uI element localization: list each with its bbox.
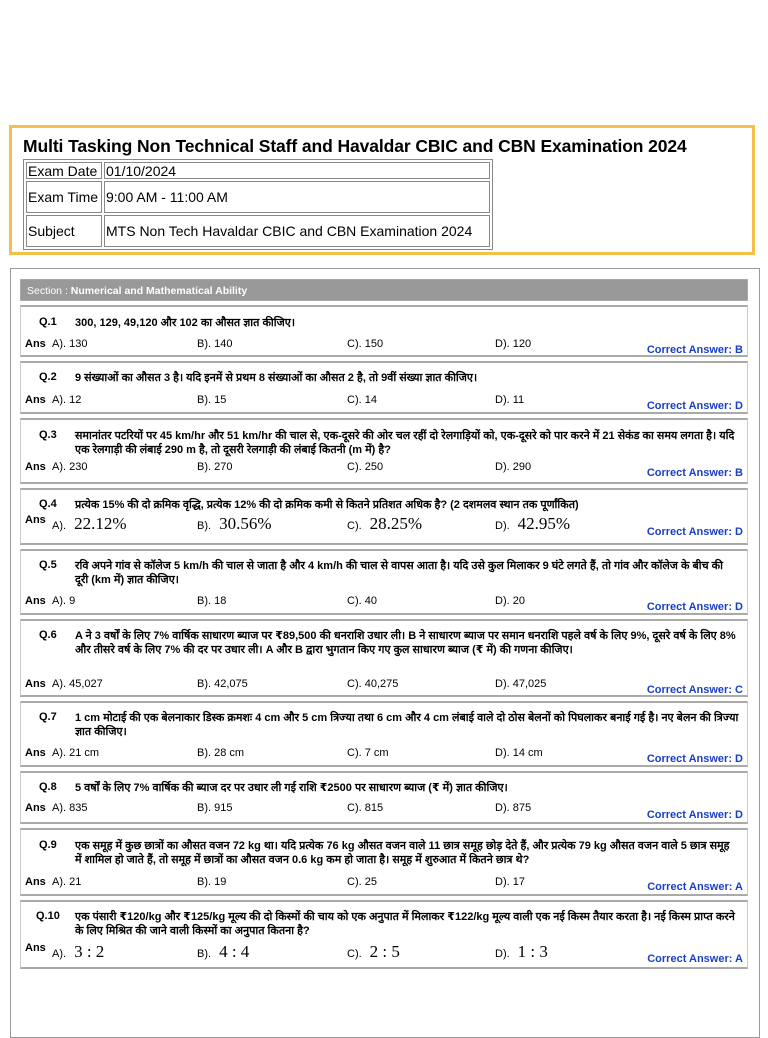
answer-prefix: [25, 595, 46, 607]
section-header: [20, 279, 748, 301]
answer-prefix: [25, 876, 46, 888]
option-a: [52, 394, 81, 406]
option-b: [197, 514, 271, 534]
question-number: Q.10: [36, 910, 60, 922]
option-label: D). 47,025: [495, 678, 547, 690]
question-text: 1 cm मोटाई की एक बेलनाकार डिस्क क्रमशः 4 cm और 5 cm त्रिज्या तथा 6 cm और 4 cm लंबाई वाले दो ठोस बेलनों को पिघलाकर बनाई गई है। नए बेलन की त्रिज्या ज्ञात कीजिए।: [75, 712, 739, 738]
question-number: Q.8: [39, 781, 57, 793]
option-label: C). 25: [347, 876, 377, 888]
option-d: [495, 747, 543, 759]
correct-answer: Correct Answer: D: [646, 809, 743, 821]
question-item: [20, 900, 748, 969]
option-label: A). 12: [52, 394, 82, 406]
correct-answer: Correct Answer: D: [646, 753, 743, 765]
option-label: A). 45,027: [52, 678, 103, 690]
question-number: Q.7: [39, 711, 57, 723]
option-c: [347, 802, 383, 814]
option-b: [197, 595, 226, 607]
option-label: C).: [347, 520, 362, 532]
question-text: रवि अपने गांव से कॉलेज 5 km/h की चाल से जाता है और 4 km/h की चाल से वापस आता है। यदि उसे कुल मिलाकर 9 घंटे लगते हैं, तो गांव और कॉलेज के बीच की दूरी (km में) ज्ञात कीजिए।: [75, 560, 723, 586]
option-d: [495, 338, 531, 350]
exam-time-value: 9:00 AM - 11:00 AM: [104, 181, 490, 213]
exam-date-row: [26, 162, 490, 179]
question-number: Q.2: [39, 371, 57, 383]
option-d: [495, 876, 525, 888]
question-text: एक पंसारी ₹120/kg और ₹125/kg मूल्य की दो किस्मों की चाय को एक अनुपात में मिलाकर ₹122/kg मूल्य वाली एक नई किस्म तैयार करता है। नई किस्म प्राप्त करने के लिए मिश्रित की जाने वाली किस्मों का अनुपात कितना है?: [75, 911, 735, 937]
option-b: [197, 747, 244, 759]
ans-label: Ans: [25, 876, 46, 888]
question-item: [20, 361, 748, 414]
question-number: Q.4: [39, 498, 57, 510]
option-b: [197, 338, 232, 350]
option-b: [197, 678, 248, 690]
answer-prefix: [25, 678, 46, 690]
option-label: B).: [197, 520, 212, 532]
answer-prefix: [25, 747, 46, 759]
answer-prefix: [25, 461, 46, 473]
option-value: 4 : 4: [219, 942, 250, 961]
exam-info-panel: [9, 125, 755, 255]
option-a: [52, 942, 104, 962]
question-number: Q.3: [39, 429, 57, 441]
answer-prefix: [25, 394, 46, 406]
question-text: प्रत्येक 15% की दो क्रमिक वृद्धि, प्रत्येक 12% की दो क्रमिक कमी से कितने प्रतिशत अधिक है? (2 दशमलव स्थान तक पूर्णांकित): [75, 499, 579, 511]
exam-date-value: 01/10/2024: [104, 162, 490, 179]
ans-label: Ans: [25, 802, 46, 814]
option-c: [347, 678, 398, 690]
question-text: 300, 129, 49,120 और 102 का औसत ज्ञात कीजिए।: [75, 317, 296, 329]
option-label: B). 18: [197, 595, 227, 607]
correct-answer: Correct Answer: C: [646, 684, 743, 696]
correct-answer: Correct Answer: D: [646, 601, 743, 613]
option-label: D). 120: [495, 338, 532, 350]
option-d: [495, 802, 531, 814]
ans-label: Ans: [25, 595, 46, 607]
correct-answer: Correct Answer: B: [646, 467, 743, 479]
ans-label: Ans: [25, 678, 46, 690]
option-label: A). 21 cm: [52, 747, 100, 759]
option-label: C). 815: [347, 802, 384, 814]
option-label: D). 11: [495, 394, 525, 406]
correct-answer: Correct Answer: D: [646, 526, 743, 538]
option-d: [495, 942, 548, 962]
correct-answer: Correct Answer: B: [646, 344, 743, 356]
option-value: 28.25%: [369, 514, 423, 533]
question-item: [20, 701, 748, 767]
option-label: C). 250: [347, 461, 384, 473]
section-prefix: Section :: [27, 285, 71, 297]
answer-prefix: [25, 942, 46, 954]
option-c: [347, 338, 383, 350]
option-b: [197, 876, 226, 888]
option-d: [495, 678, 546, 690]
option-value: 1 : 3: [517, 942, 548, 961]
option-label: A). 835: [52, 802, 88, 814]
option-label: A).: [52, 520, 67, 532]
question-number: Q.1: [39, 316, 57, 328]
option-b: [197, 394, 226, 406]
question-item: [20, 771, 748, 824]
option-label: A). 9: [52, 595, 76, 607]
option-value: 2 : 5: [369, 942, 400, 961]
question-number: Q.5: [39, 559, 57, 571]
option-label: D). 20: [495, 595, 525, 607]
option-a: [52, 595, 75, 607]
question-item: [20, 619, 748, 697]
option-label: D).: [495, 520, 510, 532]
option-c: [347, 595, 377, 607]
option-d: [495, 595, 525, 607]
option-label: C).: [347, 948, 362, 960]
ans-label: Ans: [25, 338, 46, 350]
option-label: B). 19: [197, 876, 227, 888]
question-list: [20, 279, 748, 969]
option-value: 22.12%: [74, 514, 127, 533]
option-label: B). 140: [197, 338, 233, 350]
option-label: A).: [52, 948, 67, 960]
answer-prefix: [25, 802, 46, 814]
option-label: D). 875: [495, 802, 532, 814]
question-text: एक समूह में कुछ छात्रों का औसत वजन 72 kg था। यदि प्रत्येक 76 kg औसत वजन वाले 11 छात्र समूह छोड़ देते हैं, और प्रत्येक 79 kg औसत वजन वाले 5 छात्र समूह में शामिल हो जाते हैं, तो समूह में छात्रों का औसत वजन 0.6 kg कम हो जाता है। समूह में शुरुआत में कितने छात्र थे?: [75, 840, 730, 866]
option-a: [52, 802, 87, 814]
option-label: A). 230: [52, 461, 88, 473]
option-value: 3 : 2: [74, 942, 105, 961]
option-label: B).: [197, 948, 212, 960]
question-item: [20, 488, 748, 545]
correct-answer: Correct Answer: D: [646, 400, 743, 412]
option-a: [52, 514, 126, 534]
option-label: A). 21: [52, 876, 82, 888]
question-number: Q.6: [39, 629, 57, 641]
subject-row: [26, 215, 490, 247]
exam-time-row: [26, 181, 490, 213]
exam-date-label: Exam Date: [26, 162, 102, 179]
ans-label: Ans: [25, 942, 46, 954]
question-item: [20, 418, 748, 484]
option-label: C). 40: [347, 595, 377, 607]
option-label: D). 17: [495, 876, 525, 888]
question-text: समानांतर पटरियों पर 45 km/hr और 51 km/hr की चाल से, एक-दूसरे की ओर चल रहीं दो रेलगाड़ियों को, एक-दूसरे को पार करने में 21 सेकंड का समय लगता है। यदि एक रेलगाड़ी की लंबाई 290 m है, तो दूसरी रेलगाड़ी की लंबाई कितनी (m में) है?: [75, 430, 735, 456]
option-value: 42.95%: [517, 514, 571, 533]
exam-title: Multi Tasking Non Technical Staff and Havaldar CBIC and CBN Examination 2024: [23, 136, 687, 156]
option-c: [347, 942, 400, 962]
option-label: B). 28 cm: [197, 747, 245, 759]
question-item: [20, 828, 748, 896]
exam-time-label: Exam Time: [26, 181, 102, 213]
subject-value: MTS Non Tech Havaldar CBIC and CBN Examination 2024: [104, 215, 490, 247]
option-label: D). 290: [495, 461, 532, 473]
option-label: D).: [495, 948, 510, 960]
option-label: A). 130: [52, 338, 88, 350]
question-number: Q.9: [39, 839, 57, 851]
option-c: [347, 394, 377, 406]
answer-prefix: [25, 338, 46, 350]
option-a: [52, 461, 87, 473]
question-item: [20, 549, 748, 615]
option-b: [197, 802, 232, 814]
option-label: C). 40,275: [347, 678, 399, 690]
option-label: B). 915: [197, 802, 233, 814]
option-c: [347, 876, 377, 888]
correct-answer: Correct Answer: A: [647, 881, 743, 893]
option-b: [197, 942, 249, 962]
option-a: [52, 678, 103, 690]
option-b: [197, 461, 232, 473]
ans-label: Ans: [25, 394, 46, 406]
option-label: C). 14: [347, 394, 377, 406]
option-c: [347, 747, 389, 759]
question-text: A ने 3 वर्षों के लिए 7% वार्षिक साधारण ब्याज पर ₹89,500 की धनराशि उधार ली। B ने साधारण ब्याज पर समान धनराशि पहले वर्ष के लिए 9%, दूसरे वर्ष के लिए 8% और तीसरे वर्ष के लिए 7% की दर पर उधार ली। A और B द्वारा भुगतान किए गए कुल साधारण ब्याज (₹ में) की गणना कीजिए।: [75, 630, 736, 656]
option-label: C). 150: [347, 338, 384, 350]
option-a: [52, 876, 81, 888]
option-label: B). 15: [197, 394, 227, 406]
option-label: B). 42,075: [197, 678, 248, 690]
option-label: C). 7 cm: [347, 747, 389, 759]
option-value: 30.56%: [219, 514, 272, 533]
question-text: 5 वर्षों के लिए 7% वार्षिक की ब्याज दर पर उधार ली गई राशि ₹2500 पर साधारण ब्याज (₹ में) ज्ञात कीजिए।: [75, 782, 508, 794]
option-label: B). 270: [197, 461, 233, 473]
answer-prefix: [25, 514, 46, 526]
option-d: [495, 461, 531, 473]
option-c: [347, 461, 383, 473]
question-item: [20, 305, 748, 357]
option-d: [495, 514, 570, 534]
ans-label: Ans: [25, 747, 46, 759]
option-c: [347, 514, 422, 534]
exam-info-table: [23, 159, 493, 250]
section-name: Numerical and Mathematical Ability: [70, 285, 248, 297]
question-text: 9 संख्याओं का औसत 3 है। यदि इनमें से प्रथम 8 संख्याओं का औसत 2 है, तो 9वीं संख्या ज्ञात कीजिए।: [75, 372, 478, 384]
correct-answer: Correct Answer: A: [647, 953, 743, 965]
option-a: [52, 747, 99, 759]
subject-label: Subject: [26, 215, 102, 247]
ans-label: Ans: [25, 514, 46, 526]
option-a: [52, 338, 87, 350]
option-d: [495, 394, 524, 406]
option-label: D). 14 cm: [495, 747, 543, 759]
ans-label: Ans: [25, 461, 46, 473]
